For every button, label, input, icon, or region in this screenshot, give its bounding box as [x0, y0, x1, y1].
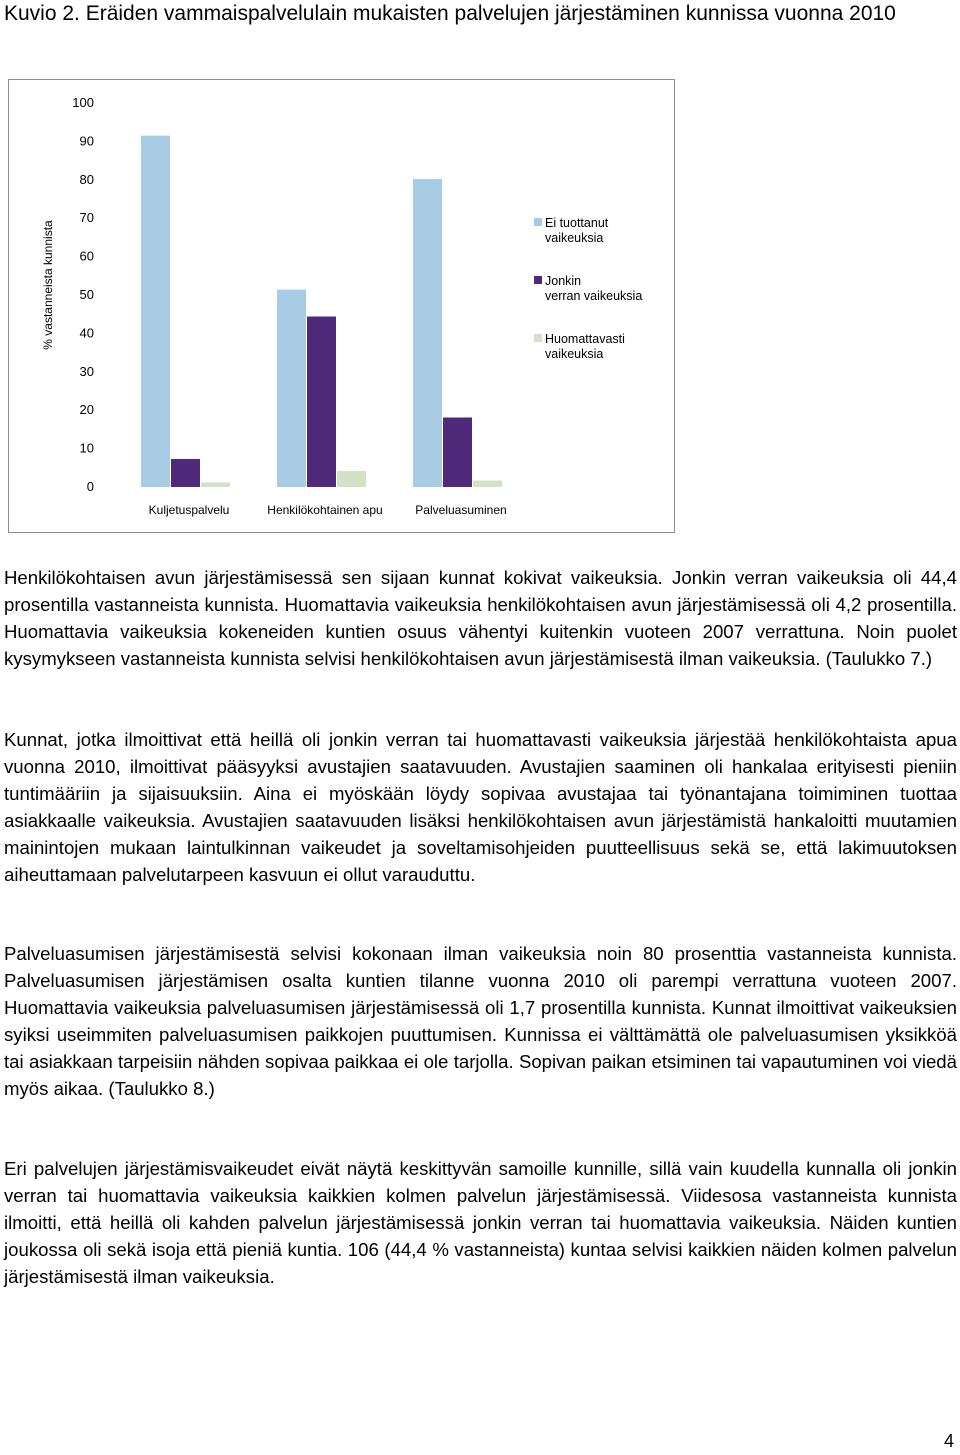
- y-tick-label: 30: [79, 363, 94, 379]
- bar-3-3: [473, 480, 502, 487]
- y-tick-label: 70: [79, 210, 94, 226]
- chart-svg: [9, 80, 674, 532]
- bar-3-1: [201, 482, 230, 487]
- legend-swatch: [534, 218, 542, 226]
- paragraph-1: Henkilökohtaisen avun järjestämisessä sen sijaan kunnat kokivat vaikeuksia. Jonkin verran vaikeuksia oli 44,4 prosentilla vastanneista kunnista. Huomattavia vaikeuksia henkilökohtaisen avun järjestämisessä oli 4,2 prosentilla. Huomattavia vaikeuksia kokeneiden kuntien osuus vähentyi kuitenkin vuoteen 2007 verrattuna. Noin puolet kysymykseen vastanneista kunnista selvisi henkilökohtaisen avun järjestämisestä ilman vaikeuksia. (Taulukko 7.): [4, 567, 957, 669]
- figure-title: Kuvio 2. Eräiden vammaispalvelulain mukaisten palvelujen järjestäminen kunnissa vuonna 2010: [4, 2, 896, 25]
- y-tick-label: 80: [79, 171, 94, 187]
- legend-swatch: [534, 276, 542, 284]
- y-tick-label: 0: [86, 479, 94, 494]
- y-tick-label: 60: [79, 248, 94, 264]
- bar-chart: [8, 79, 675, 533]
- paragraph-4: Eri palvelujen järjestämisvaikeudet eivät näytä keskittyvän samoille kunnille, sillä vain kuudella kunnalla oli jonkin verran tai huomattavia vaikeuksia kaikkien kolmen palvelun järjestämisessä. Viidesosa vastanneista kunnista ilmoitti, että heillä oli kahden palvelun järjestämisessä jonkin verran tai huomattavia vaikeuksia. Näiden kuntien joukossa oli sekä isoja että pieniä kuntia. 106 (44,4 % vastanneista) kuntaa selvisi kaikkien näiden kolmen palvelun järjestämisestä ilman vaikeuksia.: [4, 1158, 957, 1287]
- legend-label: Huomattavasti vaikeuksia: [545, 332, 625, 361]
- page-number: 4: [943, 1431, 954, 1451]
- paragraph-2: Kunnat, jotka ilmoittivat että heillä oli jonkin verran tai huomattavasti vaikeuksia järjestää henkilökohtaista apua vuonna 2010, ilmoittivat pääsyyksi avustajien saatavuuden. Avustajien saaminen oli hankalaa erityisesti pieniin tuntimääriin ja sijaisuuksiin. Aina ei myöskään löydy sopivaa avustajaa tai työnantajana toimiminen tuottaa asiakkaalle vaikeuksia. Avustajien saatavuuden lisäksi henkilökohtaisen avun järjestämistä hankaloitti muutamien mainintojen mukaan laintulkinnan vaikeudet ja soveltamisohjeiden puutteellisuus sekä se, että lakimuutoksen aiheuttamaan palvelutarpeen kasvuun ei ollut varauduttu.: [4, 729, 957, 885]
- y-tick-label: 90: [79, 133, 94, 149]
- y-tick-label: 20: [79, 402, 94, 418]
- bar-1-2: [277, 290, 306, 487]
- y-tick-label: 40: [79, 325, 94, 341]
- y-axis-title: % vastanneista kunnista: [41, 220, 55, 350]
- legend-label: Ei tuottanut vaikeuksia: [545, 216, 609, 245]
- bar-1-1: [141, 136, 170, 487]
- x-category-label: Palveluasuminen: [415, 503, 507, 517]
- y-tick-label: 10: [79, 440, 94, 456]
- x-category-label: Kuljetuspalvelu: [148, 503, 230, 517]
- x-category-label: Henkilökohtainen apu: [267, 503, 383, 517]
- y-tick-label: 100: [72, 95, 94, 110]
- legend-label: Jonkin verran vaikeuksia: [545, 274, 643, 303]
- bar-1-3: [413, 179, 442, 487]
- bar-3-2: [337, 471, 366, 487]
- bar-2-1: [171, 459, 200, 487]
- legend-swatch: [534, 334, 542, 342]
- paragraph-3: Palveluasumisen järjestämisestä selvisi kokonaan ilman vaikeuksia noin 80 prosenttia vastanneista kunnista. Palveluasumisen järjestämisen osalta kuntien tilanne vuonna 2010 oli parempi verrattuna vuoteen 2007. Huomattavia vaikeuksia palveluasumisen järjestämisessä oli 1,7 prosentilla kunnista. Kunnat ilmoittivat vaikeuksien syiksi useimmiten palveluasumisen paikkojen puuttumisen. Kunnissa ei välttämättä ole palveluasumisen yksikköä tai asiakkaan tarpeisiin nähden sopivaa paikkaa ei ole tarjolla. Sopivan paikan etsiminen tai vapautuminen voi viedä myös aikaa. (Taulukko 8.): [4, 943, 957, 1099]
- y-tick-label: 50: [79, 287, 94, 302]
- bar-2-2: [307, 317, 336, 487]
- bar-2-3: [443, 417, 472, 487]
